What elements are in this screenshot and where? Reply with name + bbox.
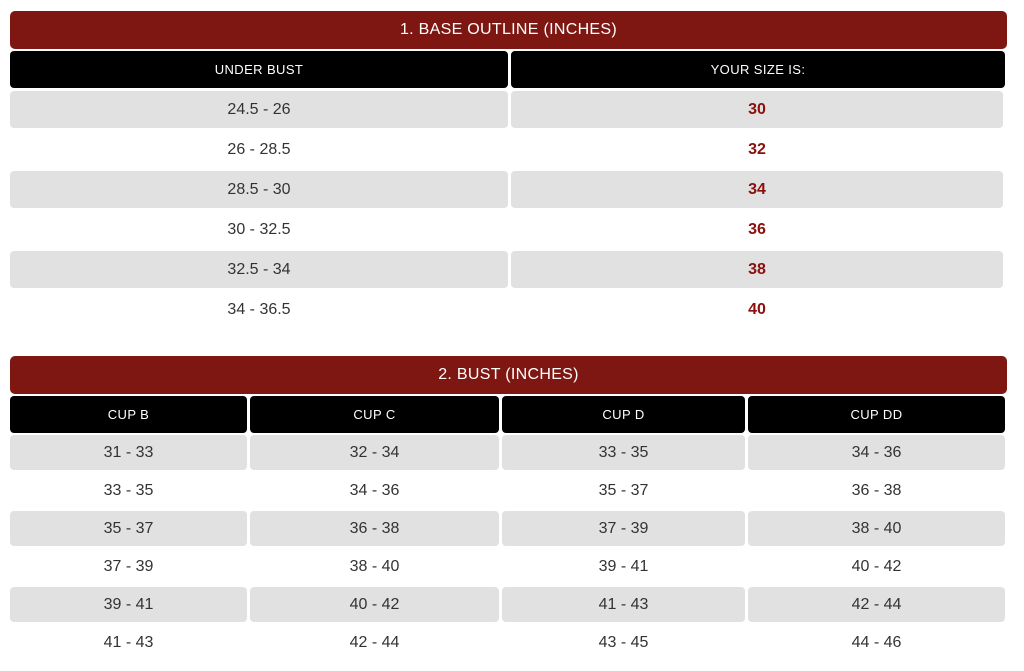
under-bust-cell: 24.5 - 26 xyxy=(10,91,508,128)
cup-c-cell: 40 - 42 xyxy=(250,587,499,622)
table-row xyxy=(10,91,1005,128)
cup-dd-cell: 36 - 38 xyxy=(851,481,902,499)
cup-d-cell: 37 - 39 xyxy=(502,511,745,546)
size-cell: 30 xyxy=(511,91,1003,128)
bust-header-row xyxy=(10,396,1005,433)
cup-dd-cell: 44 - 46 xyxy=(851,633,902,651)
table-row xyxy=(10,587,1005,622)
table-row xyxy=(10,625,1005,660)
cup-d-cell: 41 - 43 xyxy=(502,587,745,622)
size-cell: 38 xyxy=(511,251,1003,288)
table-row xyxy=(10,251,1005,288)
cup-dd-cell: 34 - 36 xyxy=(748,435,1005,470)
cup-c-cell: 34 - 36 xyxy=(349,481,400,499)
cup-b-cell: 37 - 39 xyxy=(103,557,154,575)
under-bust-cell: 30 - 32.5 xyxy=(227,220,291,238)
cup-c-cell: 36 - 38 xyxy=(250,511,499,546)
cup-d-cell: 43 - 45 xyxy=(598,633,649,651)
size-cell: 40 xyxy=(748,300,766,318)
under-bust-cell: 34 - 36.5 xyxy=(227,300,291,318)
cup-c-cell: 32 - 34 xyxy=(250,435,499,470)
cup-b-cell: 35 - 37 xyxy=(10,511,247,546)
cup-b-cell: 31 - 33 xyxy=(10,435,247,470)
base-outline-header-row xyxy=(10,51,1005,88)
cup-d-cell: 33 - 35 xyxy=(502,435,745,470)
bust-title: 2. BUST (INCHES) xyxy=(10,356,1007,394)
table-row xyxy=(10,171,1005,208)
under-bust-cell: 26 - 28.5 xyxy=(227,140,291,158)
table-row xyxy=(10,211,1005,248)
cup-dd-cell: 40 - 42 xyxy=(851,557,902,575)
header-cup-b: CUP B xyxy=(10,396,247,433)
size-cell: 34 xyxy=(511,171,1003,208)
under-bust-cell: 32.5 - 34 xyxy=(10,251,508,288)
header-cup-dd: CUP DD xyxy=(748,396,1005,433)
cup-c-cell: 42 - 44 xyxy=(349,633,400,651)
cup-c-cell: 38 - 40 xyxy=(349,557,400,575)
cup-d-cell: 35 - 37 xyxy=(598,481,649,499)
table-row xyxy=(10,549,1005,584)
header-under-bust: UNDER BUST xyxy=(10,51,508,88)
size-cell: 36 xyxy=(748,220,766,238)
cup-b-cell: 41 - 43 xyxy=(103,633,154,651)
header-cup-d: CUP D xyxy=(502,396,745,433)
cup-dd-cell: 42 - 44 xyxy=(748,587,1005,622)
table-row xyxy=(10,511,1005,546)
cup-d-cell: 39 - 41 xyxy=(598,557,649,575)
cup-dd-cell: 38 - 40 xyxy=(748,511,1005,546)
table-row xyxy=(10,435,1005,470)
header-your-size: YOUR SIZE IS: xyxy=(511,51,1005,88)
table-row xyxy=(10,131,1005,168)
table-row xyxy=(10,291,1005,328)
header-cup-c: CUP C xyxy=(250,396,499,433)
under-bust-cell: 28.5 - 30 xyxy=(10,171,508,208)
base-outline-title: 1. BASE OUTLINE (INCHES) xyxy=(10,11,1007,49)
cup-b-cell: 33 - 35 xyxy=(103,481,154,499)
cup-b-cell: 39 - 41 xyxy=(10,587,247,622)
table-row xyxy=(10,473,1005,508)
size-cell: 32 xyxy=(748,140,766,158)
